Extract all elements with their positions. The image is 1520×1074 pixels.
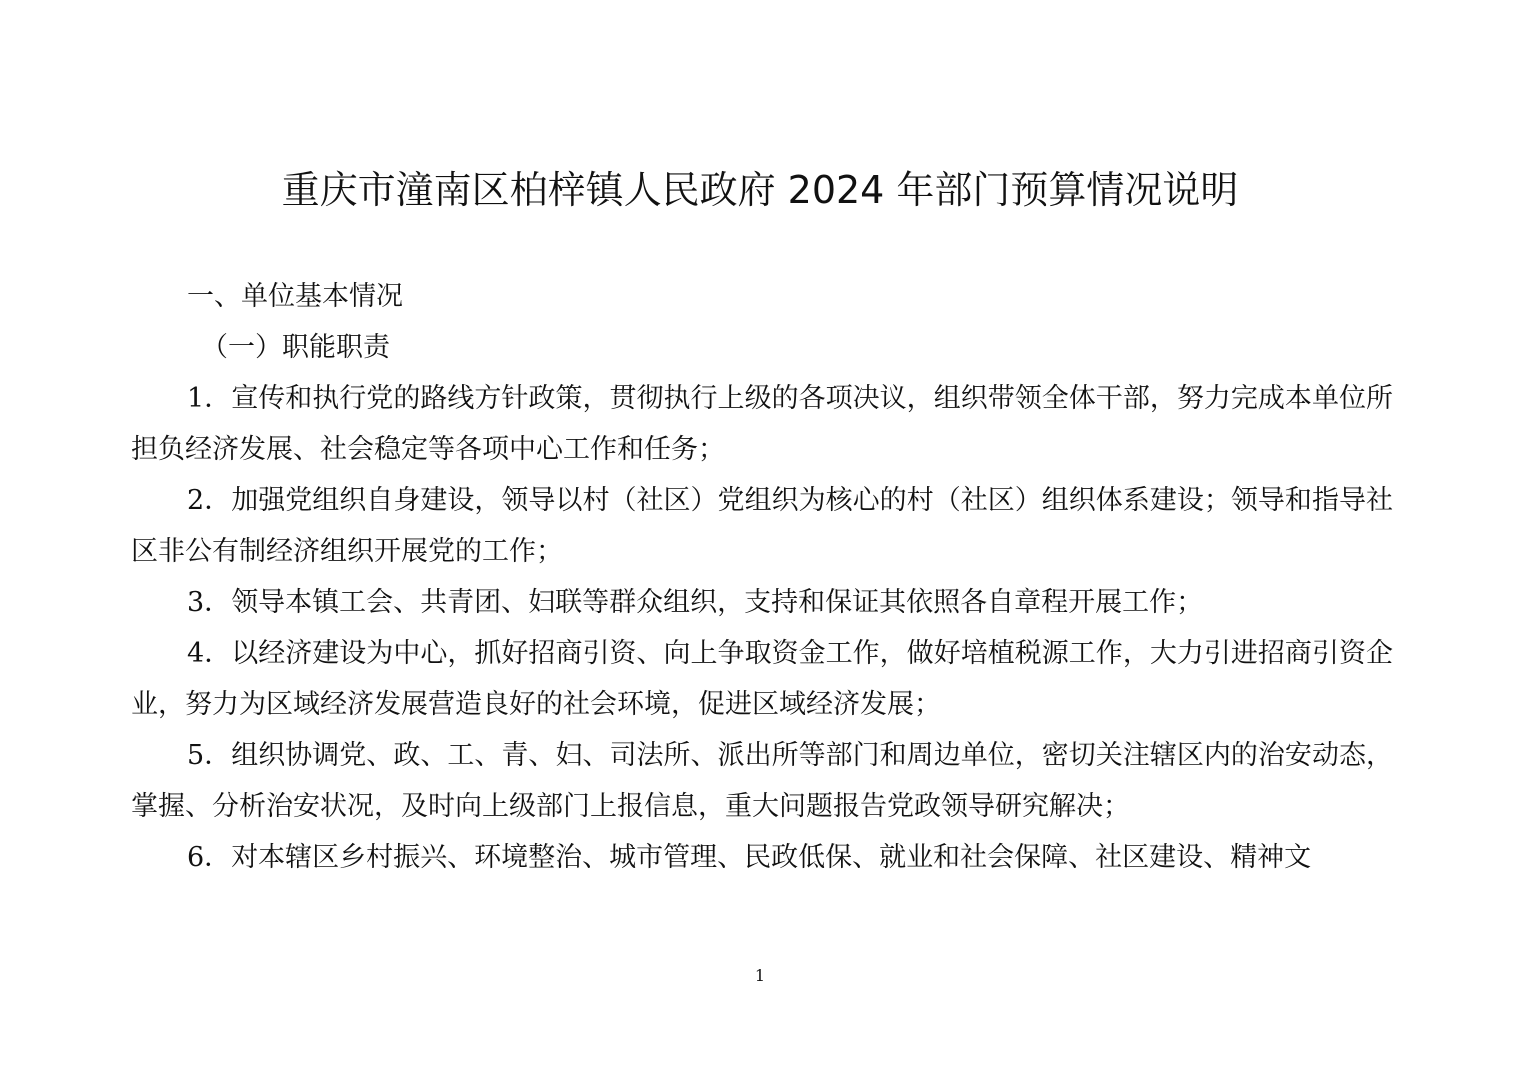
document-title: 重庆市潼南区柏梓镇人民政府 2024 年部门预算情况说明 bbox=[281, 168, 1239, 212]
section-heading-unit-basics: 一、单位基本情况 bbox=[187, 281, 403, 312]
item-text: 组织协调党、政、工、青、妇、司法所、派出所等部门和周边单位，密切关注辖区内的治安动态，掌握、分析治安状况，及时向上级部门上报信息，重大问题报告党政领导研究解决； bbox=[131, 740, 1393, 822]
list-item bbox=[131, 628, 1393, 730]
list-item bbox=[131, 577, 1393, 628]
item-number: 3． bbox=[187, 587, 232, 618]
item-text: 加强党组织自身建设，领导以村（社区）党组织为核心的村（社区）组织体系建设；领导和指导社区非公有制经济组织开展党的工作； bbox=[131, 485, 1393, 567]
item-text: 领导本镇工会、共青团、妇联等群众组织，支持和保证其依照各自章程开展工作； bbox=[231, 587, 1204, 618]
list-item bbox=[131, 730, 1393, 832]
subsection-heading-functions: （一）职能职责 bbox=[201, 332, 390, 363]
item-text: 宣传和执行党的路线方针政策，贯彻执行上级的各项决议，组织带领全体干部，努力完成本单位所担负经济发展、社会稳定等各项中心工作和任务； bbox=[131, 383, 1393, 465]
item-number: 6． bbox=[187, 842, 232, 873]
document-body bbox=[131, 271, 1393, 883]
item-number: 5． bbox=[187, 740, 232, 771]
list-item bbox=[131, 832, 1393, 883]
page-number: 1 bbox=[754, 966, 766, 985]
item-number: 4． bbox=[187, 638, 232, 669]
list-item bbox=[131, 373, 1393, 475]
item-text: 以经济建设为中心，抓好招商引资、向上争取资金工作，做好培植税源工作，大力引进招商引资企业，努力为区域经济发展营造良好的社会环境，促进区域经济发展； bbox=[131, 638, 1393, 720]
item-text: 对本辖区乡村振兴、环境整治、城市管理、民政低保、就业和社会保障、社区建设、精神文 bbox=[231, 842, 1312, 873]
item-number: 1． bbox=[187, 383, 232, 414]
item-number: 2． bbox=[187, 485, 232, 516]
list-item bbox=[131, 475, 1393, 577]
